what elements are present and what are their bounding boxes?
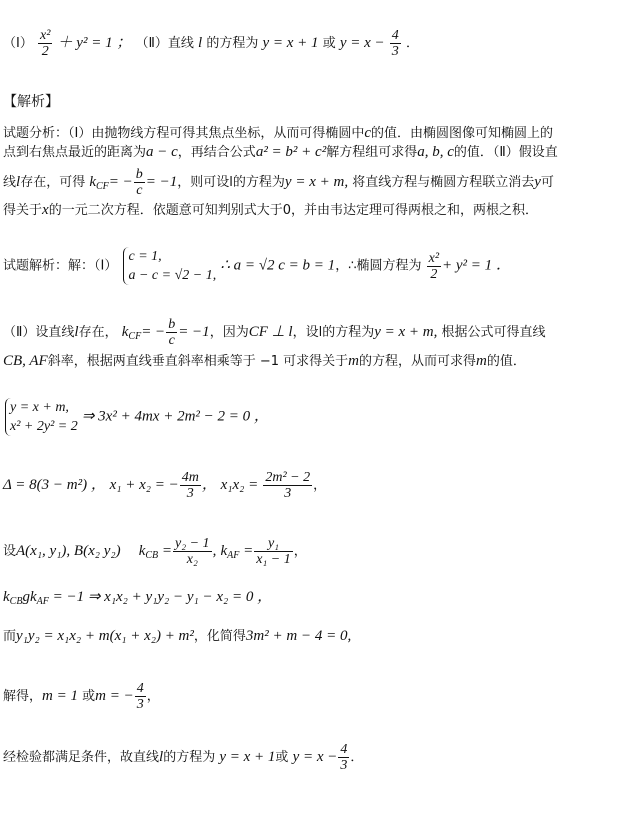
analysis-line-4: 得关于x的一元二次方程．依题意可知判别式大于0，并由韦达定理可得两根之和，两根之积． [3, 202, 538, 218]
delta-line: Δ = 8(3 − m²) ， x₁ + x₂ = − $\frac{4m}{3}$ ， x₁x₂ = $\frac{\text{2m² − 2}}{3}$ ， [3, 470, 327, 501]
solution-part1: 试题解析：解：（Ⅰ） c = 1, a − c = √2 − 1, ∴ a = √2 c = b = 1，∴椭圆方程为 $\frac{\text{x²}}{2}$ + y² = 1 ． [3, 249, 511, 283]
part1-label: （Ⅰ） [3, 36, 33, 51]
fraction: $\frac{4}{3}$ [136, 681, 144, 712]
fraction: $\frac{4}{3}$ [391, 28, 399, 59]
fraction: $\frac{\text{x²}}{2}$ [39, 28, 51, 59]
analysis-line-2: 点到右焦点最近的距离为a − c，再结合公式a² = b² + c²解方程组可求得a, b, c的值．（Ⅱ）假设直 [3, 144, 558, 160]
simplify-line: 而y₁y₂ = x₁x₂ + m(x₁ + x₂) + m²，化简得3m² + m − 4 = 0, [3, 628, 352, 644]
fraction: $\frac{4m}{3}$ [181, 470, 199, 501]
or-text: 或 [322, 36, 336, 51]
fraction: $\frac{\text{x²}}{2}$ [428, 250, 440, 282]
analysis-header: 【解析】 [3, 94, 59, 110]
fraction: $\frac{4}{3}$ [340, 742, 348, 773]
system-line: y = x + m, x² + 2y² = 2 ⇒ 3x² + 4mx + 2m² − 2 = 0 ， [3, 398, 269, 436]
answer-line2: y = x − [339, 35, 385, 51]
fraction: $\frac{\text{y₂ − 1}}{\text{x₂}}$ [175, 536, 210, 567]
answer-line [3, 28, 419, 59]
part2-mid: 的方程为 [206, 36, 259, 51]
slope-product-line: $k_{CB}gk_{AF} = -1$ ⇒ x₁x₂ + y₁y₂ − y₁ − x₂ = 0 ， [3, 589, 273, 607]
part2-line-2: CB, AF斜率，根据两直线垂直斜率相乘等于 −1 可求得关于m的方程，从而可求得m的值． [3, 353, 526, 369]
part2-line-1: （Ⅱ）设直线l存在， $k_{CF}=$ − $\frac{b}{c}$ = −1，因为CF ⊥ l，设l的方程为y = x + m, 根据公式可得直线 [3, 317, 546, 348]
analysis-line-1: 试题分析：（Ⅰ）由抛物线方程可得其焦点坐标，从而可得椭圆中c的值．由椭圆图像可知椭圆上的 [3, 125, 554, 141]
equation-system: c = 1, a − c = √2 − 1, [123, 247, 216, 285]
answer-eq1: ＋ y² = 1 ； [57, 35, 132, 51]
final-line: 经检验都满足条件，故直线l的方程为 y = x + 1或 y = x − $\frac{4}{3}$ ． [3, 742, 364, 773]
period: ． [405, 36, 419, 51]
fraction: $\frac{\text{y₁}}{\text{x₁ − 1}}$ [256, 536, 291, 567]
equation-system: y = x + m, x² + 2y² = 2 [5, 398, 78, 436]
points-line: 设A(x₁, y₁), B(x₂ y₂) $k_{CB}$ = $\frac{\text{y₂ − 1}}{\text{x₂}}$ , $k_{AF}$ = $\frac{\text{y₁}}{\text{x₁ − 1}}$ ， [3, 536, 307, 567]
fraction: $\frac{b}{c}$ [135, 167, 143, 198]
part2-label: （Ⅱ）直线 [135, 36, 194, 51]
analysis-line-3: 线l存在，可得 $k_{CF}=$ − $\frac{b}{c}$ = −1，则可设l的方程为y = x + m, 将直线方程与椭圆方程联立消去y可 [3, 167, 554, 198]
fraction: $\frac{\text{2m² − 2}}{3}$ [265, 470, 311, 501]
answer-line1: y = x + 1 [262, 35, 319, 51]
var-l: l [198, 35, 203, 51]
solve-line: 解得，m = 1 或m = − $\frac{4}{3}$ ， [3, 681, 160, 712]
fraction: $\frac{b}{c}$ [168, 317, 176, 348]
